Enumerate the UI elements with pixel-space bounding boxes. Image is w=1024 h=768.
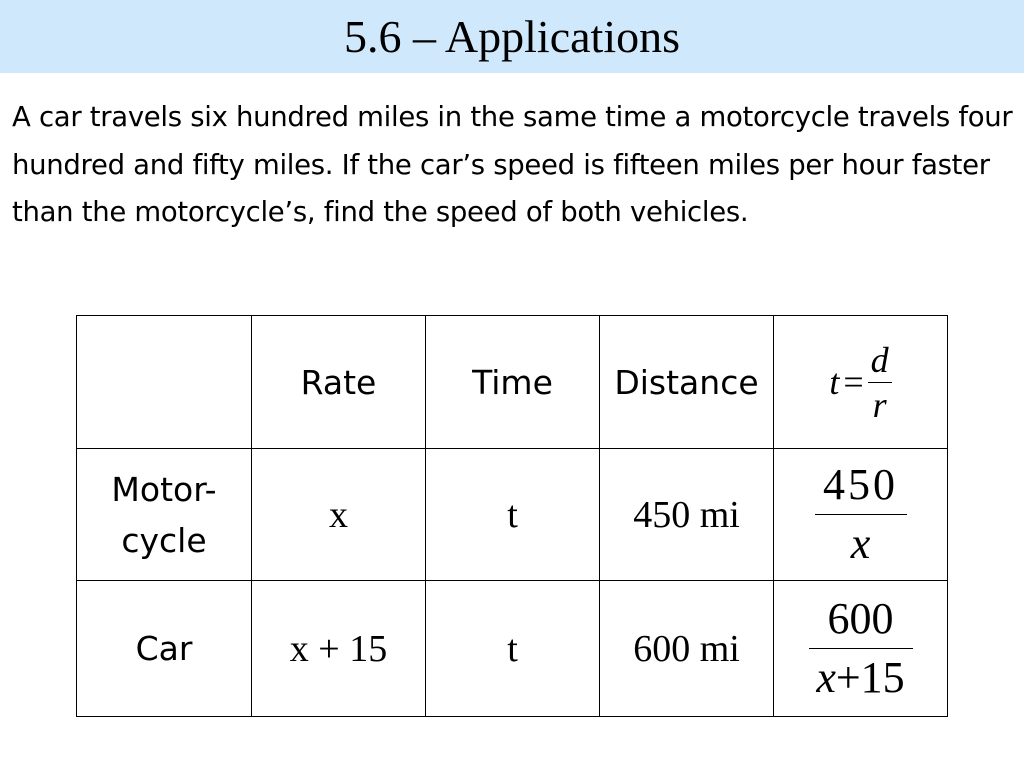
- car-numerator: 600: [827, 594, 894, 643]
- car-denominator: [809, 651, 913, 705]
- formula-equals: =: [843, 362, 864, 402]
- table-row: [77, 581, 948, 717]
- motorcycle-time: t: [426, 449, 600, 581]
- motorcycle-denominator: x: [850, 519, 871, 568]
- car-time: t: [426, 581, 600, 717]
- table-row: [77, 449, 948, 581]
- formula-fraction: [868, 338, 892, 427]
- label-line-2: cycle: [121, 520, 207, 560]
- car-time-expression: [774, 581, 948, 717]
- row-label-car: Car: [77, 581, 252, 717]
- motorcycle-time-expression: [774, 449, 948, 581]
- header-rate: Rate: [252, 316, 426, 449]
- header-distance: Distance: [600, 316, 774, 449]
- slide-title: 5.6 – Applications: [343, 11, 681, 62]
- motorcycle-rate: x: [252, 449, 426, 581]
- car-fraction: [809, 592, 913, 705]
- row-label-motorcycle: [77, 449, 252, 581]
- car-denominator-variable: x: [816, 653, 836, 702]
- motorcycle-numerator: 450: [823, 460, 898, 509]
- header-row: [77, 316, 948, 449]
- fraction-bar: [815, 514, 907, 515]
- problem-statement: A car travels six hundred miles in the same time a motorcycle travels four hundred and fifty miles. If the car’s speed is fifteen miles per hour faster than the motorcycle’s, find the speed of both vehicles.: [12, 101, 1013, 228]
- header-corner-cell: [77, 316, 252, 449]
- rate-time-distance-table: [76, 315, 948, 717]
- car-rate: x + 15: [252, 581, 426, 717]
- formula-numerator: d: [870, 339, 889, 380]
- motorcycle-fraction: [815, 458, 907, 571]
- formula-denominator: r: [872, 384, 887, 425]
- label-line-1: Motor-: [111, 469, 217, 509]
- title-bar: [0, 0, 1024, 73]
- car-distance: 600 mi: [600, 581, 774, 717]
- motorcycle-distance: 450 mi: [600, 449, 774, 581]
- header-time: Time: [426, 316, 600, 449]
- formula-lhs: t: [829, 362, 840, 402]
- fraction-bar: [809, 648, 913, 649]
- time-formula: [829, 338, 891, 427]
- header-formula: [774, 316, 948, 449]
- car-denominator-constant: +15: [835, 653, 905, 702]
